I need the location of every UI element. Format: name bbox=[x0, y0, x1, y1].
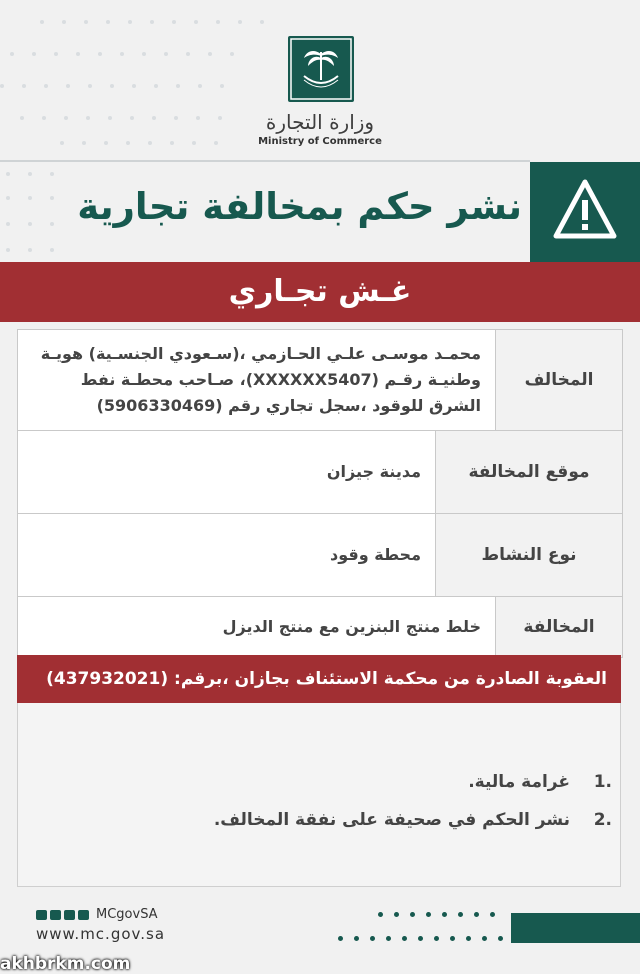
facebook-icon[interactable] bbox=[50, 910, 61, 920]
dot bbox=[28, 222, 32, 226]
dot bbox=[186, 52, 190, 56]
dot bbox=[64, 116, 68, 120]
dot bbox=[172, 20, 176, 24]
dot bbox=[474, 912, 479, 917]
dot bbox=[28, 172, 32, 176]
ministry-logo bbox=[288, 36, 354, 102]
ministry-name-ar: وزارة التجارة bbox=[265, 110, 375, 134]
item-text: غرامة مالية. bbox=[468, 772, 570, 792]
penalty-header: العقوبة الصادرة من محكمة الاستئناف بجازان ،برقم: (437932021) bbox=[17, 655, 621, 703]
twitter-icon[interactable] bbox=[36, 910, 47, 920]
dot bbox=[54, 52, 58, 56]
footer-bar bbox=[511, 913, 640, 943]
list-item bbox=[214, 801, 612, 839]
dot bbox=[170, 141, 174, 145]
dot bbox=[434, 936, 439, 941]
dot bbox=[20, 116, 24, 120]
dot bbox=[108, 116, 112, 120]
dot bbox=[176, 84, 180, 88]
dot bbox=[50, 196, 54, 200]
dot bbox=[132, 84, 136, 88]
penalty-body bbox=[17, 703, 621, 887]
dot bbox=[426, 912, 431, 917]
dot bbox=[6, 196, 10, 200]
dot bbox=[196, 116, 200, 120]
page-title: نشر حكم بمخالفة تجارية bbox=[77, 185, 522, 228]
row-value: محطة وقود bbox=[330, 545, 421, 564]
dot bbox=[194, 20, 198, 24]
table-row bbox=[18, 514, 622, 597]
dot bbox=[150, 20, 154, 24]
row-label: موقع المخالفة bbox=[435, 431, 622, 513]
row-value: مدينة جيزان bbox=[326, 462, 421, 481]
dot bbox=[386, 936, 391, 941]
dot bbox=[418, 936, 423, 941]
row-label: المخالفة bbox=[495, 597, 622, 657]
watermark: akhbrkm.com bbox=[0, 954, 131, 974]
dot bbox=[230, 52, 234, 56]
dot bbox=[130, 116, 134, 120]
dot bbox=[148, 141, 152, 145]
item-text: نشر الحكم في صحيفة على نفقة المخالف. bbox=[213, 810, 570, 830]
dot bbox=[218, 116, 222, 120]
dot bbox=[174, 116, 178, 120]
dot bbox=[216, 20, 220, 24]
dot bbox=[354, 936, 359, 941]
dot bbox=[110, 84, 114, 88]
dot bbox=[378, 912, 383, 917]
dot bbox=[260, 20, 264, 24]
dot bbox=[152, 116, 156, 120]
warning-triangle-icon bbox=[550, 176, 620, 244]
dot bbox=[370, 936, 375, 941]
violation-table bbox=[17, 329, 623, 658]
dot bbox=[84, 20, 88, 24]
dot bbox=[82, 141, 86, 145]
dot bbox=[32, 52, 36, 56]
dot bbox=[142, 52, 146, 56]
dot bbox=[22, 84, 26, 88]
dot bbox=[442, 912, 447, 917]
warning-box bbox=[530, 162, 640, 262]
dot bbox=[192, 141, 196, 145]
divider bbox=[0, 160, 530, 162]
dot bbox=[198, 84, 202, 88]
dot bbox=[120, 52, 124, 56]
dot bbox=[402, 936, 407, 941]
dot bbox=[50, 172, 54, 176]
dot bbox=[0, 84, 4, 88]
instagram-icon[interactable] bbox=[64, 910, 75, 920]
list-item bbox=[214, 763, 612, 801]
row-label: نوع النشاط bbox=[435, 514, 622, 596]
table-row bbox=[18, 330, 622, 431]
dot bbox=[458, 912, 463, 917]
palm-swords-icon bbox=[288, 36, 354, 102]
dot bbox=[238, 20, 242, 24]
violation-type-band: غـش تجـاري bbox=[0, 262, 640, 322]
website-link[interactable]: www.mc.gov.sa bbox=[36, 925, 166, 943]
dot bbox=[6, 222, 10, 226]
dot bbox=[42, 116, 46, 120]
dot bbox=[154, 84, 158, 88]
dot bbox=[40, 20, 44, 24]
table-row bbox=[18, 597, 622, 657]
dot bbox=[44, 84, 48, 88]
dot bbox=[28, 248, 32, 252]
row-label: المخالف bbox=[495, 330, 622, 430]
dot bbox=[50, 222, 54, 226]
dot bbox=[86, 116, 90, 120]
dot bbox=[50, 248, 54, 252]
dot bbox=[98, 52, 102, 56]
dot bbox=[60, 141, 64, 145]
dot bbox=[66, 84, 70, 88]
dot bbox=[490, 912, 495, 917]
dot bbox=[76, 52, 80, 56]
dot bbox=[164, 52, 168, 56]
penalty-list bbox=[214, 763, 612, 839]
social-handle[interactable]: MCgovSA bbox=[96, 907, 158, 922]
dot bbox=[128, 20, 132, 24]
dot bbox=[394, 912, 399, 917]
dot bbox=[104, 141, 108, 145]
dot bbox=[62, 20, 66, 24]
youtube-icon[interactable] bbox=[78, 910, 89, 920]
dot bbox=[208, 52, 212, 56]
item-number: 1. bbox=[593, 772, 612, 792]
dot bbox=[6, 172, 10, 176]
ministry-name-en: Ministry of Commerce bbox=[258, 136, 382, 147]
dot bbox=[214, 141, 218, 145]
row-value: خلط منتج البنزين مع منتج الديزل bbox=[222, 617, 481, 636]
dot bbox=[126, 141, 130, 145]
table-row bbox=[18, 431, 622, 514]
dot bbox=[220, 84, 224, 88]
social-links bbox=[36, 907, 158, 922]
dot bbox=[498, 936, 503, 941]
dot bbox=[482, 936, 487, 941]
dot bbox=[466, 936, 471, 941]
dot bbox=[6, 248, 10, 252]
dot bbox=[88, 84, 92, 88]
row-value: محمـد موسـى علـي الحـازمي ،(سـعودي الجنسـية) هويـة وطنيـة رقـم (XXXXXX5407)، صـاحب محطـة نفط الشرق للوقود ،سجل تجاري رقم (5906330469) bbox=[40, 344, 481, 415]
dot bbox=[28, 196, 32, 200]
dot bbox=[10, 52, 14, 56]
dot bbox=[450, 936, 455, 941]
dot bbox=[106, 20, 110, 24]
dot bbox=[338, 936, 343, 941]
dot bbox=[410, 912, 415, 917]
item-number: 2. bbox=[593, 810, 612, 830]
